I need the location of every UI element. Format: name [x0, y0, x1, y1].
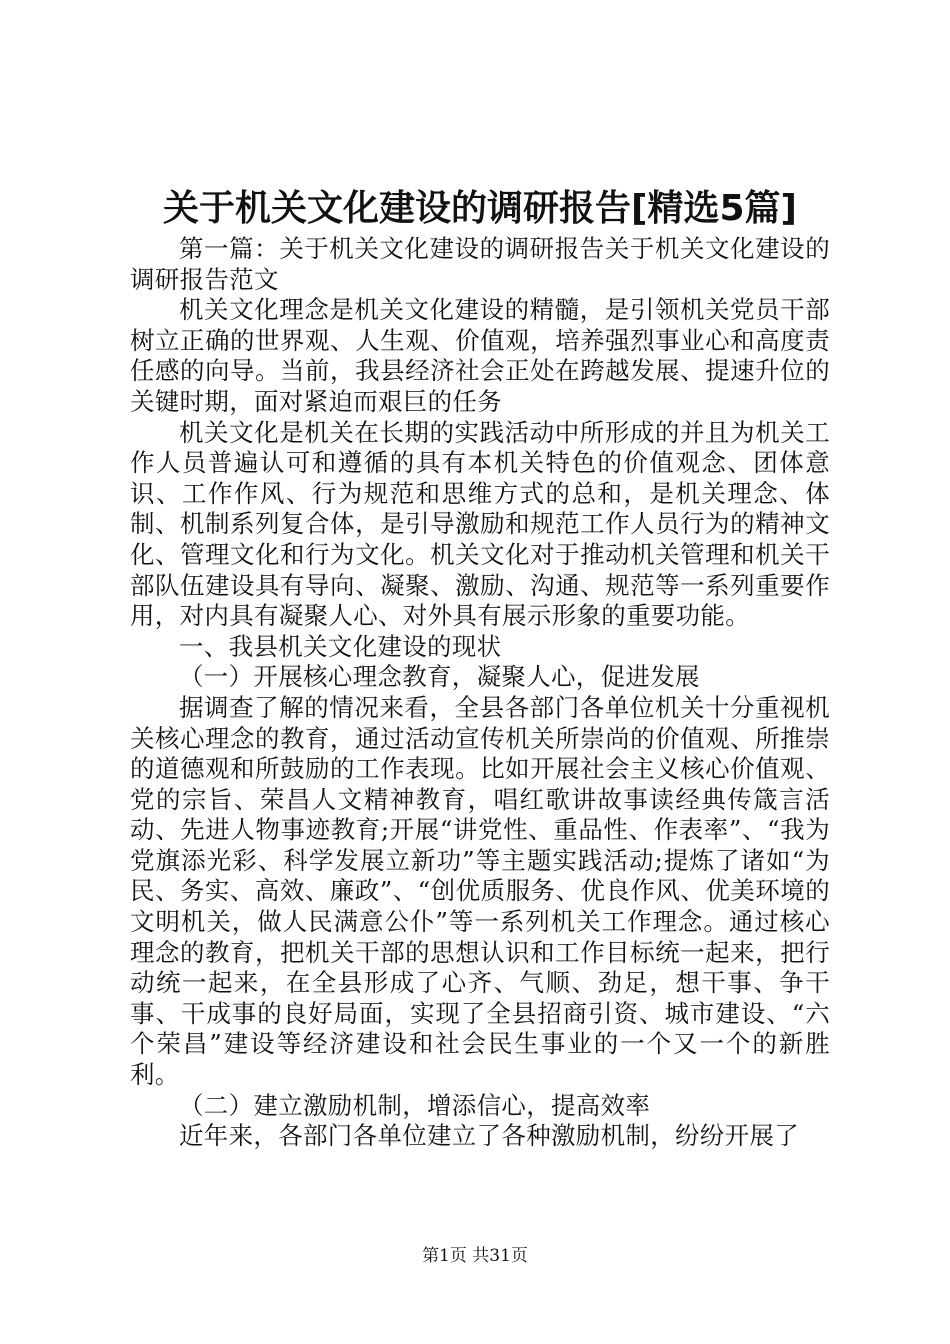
paragraph-intro: 第一篇：关于机关文化建设的调研报告关于机关文化建设的调研报告范文 — [130, 234, 830, 294]
paragraph-culture-concept: 机关文化理念是机关文化建设的精髓，是引领机关党员干部树立正确的世界观、人生观、价值观，培养强烈事业心和高度责任感的向导。当前，我县经济社会正处在跨越发展、提速升位的关键时期，面对紧迫而艰巨的任务 — [130, 295, 830, 416]
paragraph-culture-definition: 机关文化是机关在长期的实践活动中所形成的并且为机关工作人员普遍认可和遵循的具有本机关特色的价值观念、团体意识、工作作风、行为规范和思维方式的总和，是机关理念、体制、机制系列复合体，是引导激励和规范工作人员行为的精神文化、管理文化和行为文化。机关文化对于推动机关管理和机关干部队伍建设具有导向、凝聚、激励、沟通、规范等一系列重要作用，对内具有凝聚人心、对外具有展示形象的重要功能。 — [130, 417, 830, 631]
page-footer: 第1页 共31页 — [422, 1246, 528, 1266]
paragraph-survey: 据调查了解的情况来看，全县各部门各单位机关十分重视机关核心理念的教育，通过活动宣传机关所崇尚的价值观、所推崇的道德观和所鼓励的工作表现。比如开展社会主义核心价值观、党的宗旨、荣昌人文精神教育，唱红歌讲故事读经典传箴言活动、先进人物事迹教育;开展“讲党性、重品性、作表率”、“我为党旗添光彩、科学发展立新功”等主题实践活动;提炼了诸如“为民、务实、高效、廉政”、“创优质服务、优良作风、优美环境的文明机关，做人民满意公仆”等一系列机关工作理念。通过核心理念的教育，把机关干部的思想认识和工作目标统一起来，把行动统一起来，在全县形成了心齐、气顺、劲足，想干事、争干事、干成事的良好局面，实现了全县招商引资、城市建设、“六个荣昌”建设等经济建设和社会民生事业的一个又一个的新胜利。 — [130, 692, 831, 1090]
document-page — [130, 186, 830, 1152]
document-title: 关于机关文化建设的调研报告[精选5篇] — [163, 188, 797, 229]
subsection-heading-core-concept: （一）开展核心理念教育，凝聚人心，促进发展 — [179, 662, 700, 692]
section-heading-status: 一、我县机关文化建设的现状 — [179, 631, 502, 661]
paragraph-recent-years: 近年来，各部门各单位建立了各种激励机制，纷纷开展了 — [179, 1121, 799, 1151]
subsection-heading-incentive: （二）建立激励机制，增添信心，提高效率 — [179, 1090, 651, 1120]
